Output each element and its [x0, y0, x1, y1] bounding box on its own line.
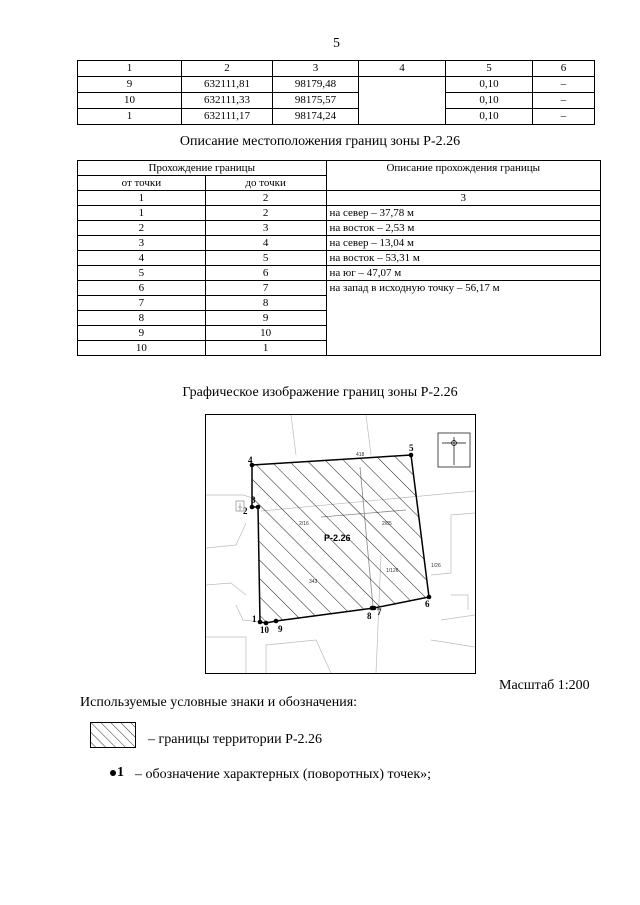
coordinates-table — [77, 60, 595, 125]
hatch-swatch-icon — [90, 722, 136, 748]
parcel-number: 2/85 — [382, 521, 392, 527]
table-cell: на север – 13,04 м — [326, 236, 600, 251]
table-cell: на восток – 53,31 м — [326, 251, 600, 266]
table-cell: 3 — [326, 191, 600, 206]
legend-point — [110, 765, 124, 781]
map-scale: Масштаб 1:200 — [499, 678, 590, 693]
parcel-number: 343 — [309, 579, 318, 585]
page-number: 5 — [333, 36, 340, 51]
table-row — [78, 109, 595, 125]
table-row — [78, 251, 601, 266]
table-cell: 2 — [205, 206, 326, 221]
table-cell: 632111,81 — [182, 77, 273, 93]
table-cell: 9 — [205, 311, 326, 326]
map-svg — [206, 415, 475, 673]
table-cell: 5 — [205, 251, 326, 266]
point-dot-icon — [110, 770, 116, 776]
table-cell: 4 — [78, 251, 206, 266]
table-cell: 8 — [78, 311, 206, 326]
table-cell: 0,10 — [446, 109, 533, 125]
table-header-row — [78, 61, 595, 77]
table-cell: 632111,33 — [182, 93, 273, 109]
table-header-from: от точки — [78, 176, 206, 191]
table-cell: 9 — [78, 77, 182, 93]
table-cell: 3 — [273, 61, 359, 77]
table-cell: 98179,48 — [273, 77, 359, 93]
table-cell: 0,10 — [446, 77, 533, 93]
table-cell: на север – 37,78 м — [326, 206, 600, 221]
table-header-row — [78, 161, 601, 176]
table-cell: 10 — [205, 326, 326, 341]
point-label: 8 — [367, 611, 372, 621]
point-label: 1 — [252, 614, 257, 624]
legend-hatch-text: – границы территории Р-2.26 — [148, 732, 323, 747]
table-cell: 0,10 — [446, 93, 533, 109]
parcel-number: 1/26 — [431, 563, 441, 569]
point-label: 5 — [409, 443, 414, 453]
point-label: 2 — [243, 506, 248, 516]
table-cell: 5 — [446, 61, 533, 77]
table-number-row — [78, 191, 601, 206]
boundary-description-table — [77, 160, 601, 356]
table-cell: 10 — [78, 93, 182, 109]
table-cell: 3 — [205, 221, 326, 236]
table-row — [78, 221, 601, 236]
parcel-number: 418 — [356, 452, 365, 458]
table-cell: 6 — [78, 281, 206, 296]
table-header-to: до точки — [205, 176, 326, 191]
point-marker — [370, 606, 375, 611]
table-cell: 7 — [205, 281, 326, 296]
table-cell: 1 — [78, 206, 206, 221]
table-header-description: Описание прохождения границы — [326, 161, 600, 191]
table-cell: 5 — [78, 266, 206, 281]
table-cell: 2 — [78, 221, 206, 236]
table-row — [78, 266, 601, 281]
table-cell: 9 — [78, 326, 206, 341]
table-cell: 98175,57 — [273, 93, 359, 109]
table-cell: 2 — [182, 61, 273, 77]
table-cell: 1 — [205, 341, 326, 356]
table-cell: – — [533, 93, 595, 109]
table-row — [78, 77, 595, 93]
table-cell: 4 — [359, 61, 446, 77]
table-cell: 4 — [205, 236, 326, 251]
legend-point-text: – обозначение характерных (поворотных) точек»; — [135, 767, 432, 782]
point-label: 7 — [377, 607, 382, 617]
table-cell: 10 — [78, 341, 206, 356]
legend-hatch-swatch — [90, 722, 136, 748]
table-cell: – — [533, 109, 595, 125]
parcel-number: 2/16 — [299, 521, 309, 527]
table-cell: на запад в исходную точку – 56,17 м — [326, 281, 600, 356]
point-label: 4 — [248, 455, 253, 465]
table-cell: 2 — [205, 191, 326, 206]
table-cell: 8 — [205, 296, 326, 311]
table-cell: 7 — [78, 296, 206, 311]
description-title: Описание местоположения границ зоны Р-2.26 — [179, 134, 461, 149]
table-cell: на восток – 2,53 м — [326, 221, 600, 236]
table-row — [78, 236, 601, 251]
table-cell: 3 — [78, 236, 206, 251]
point-marker — [274, 619, 279, 624]
legend-title: Используемые условные знаки и обозначения: — [80, 695, 358, 710]
table-cell: 6 — [205, 266, 326, 281]
point-marker — [250, 505, 255, 510]
point-label: 9 — [278, 624, 283, 634]
table-row — [78, 206, 601, 221]
point-marker — [258, 620, 263, 625]
table-cell: на юг – 47,07 м — [326, 266, 600, 281]
table-cell — [359, 77, 446, 125]
table-cell: 98174,24 — [273, 109, 359, 125]
table-cell: – — [533, 77, 595, 93]
map-title: Графическое изображение границ зоны Р-2.26 — [182, 385, 458, 400]
north-arrow-icon — [438, 433, 470, 467]
table-row — [78, 281, 601, 296]
legend-point-number: 1 — [117, 765, 124, 780]
table-row — [78, 93, 595, 109]
table-cell: 1 — [78, 61, 182, 77]
table-cell: 1 — [78, 109, 182, 125]
table-cell: 1 — [78, 191, 206, 206]
point-label: 6 — [425, 599, 430, 609]
point-marker — [409, 453, 414, 458]
table-cell: 6 — [533, 61, 595, 77]
point-marker — [256, 505, 261, 510]
boundary-map — [205, 414, 476, 674]
table-header-passage: Прохождение границы — [78, 161, 327, 176]
zone-label: Р-2.26 — [324, 533, 351, 543]
point-label: 10 — [260, 625, 269, 635]
point-label: 3 — [251, 495, 256, 505]
parcel-number: 1/126 — [386, 568, 399, 574]
table-cell: 632111,17 — [182, 109, 273, 125]
